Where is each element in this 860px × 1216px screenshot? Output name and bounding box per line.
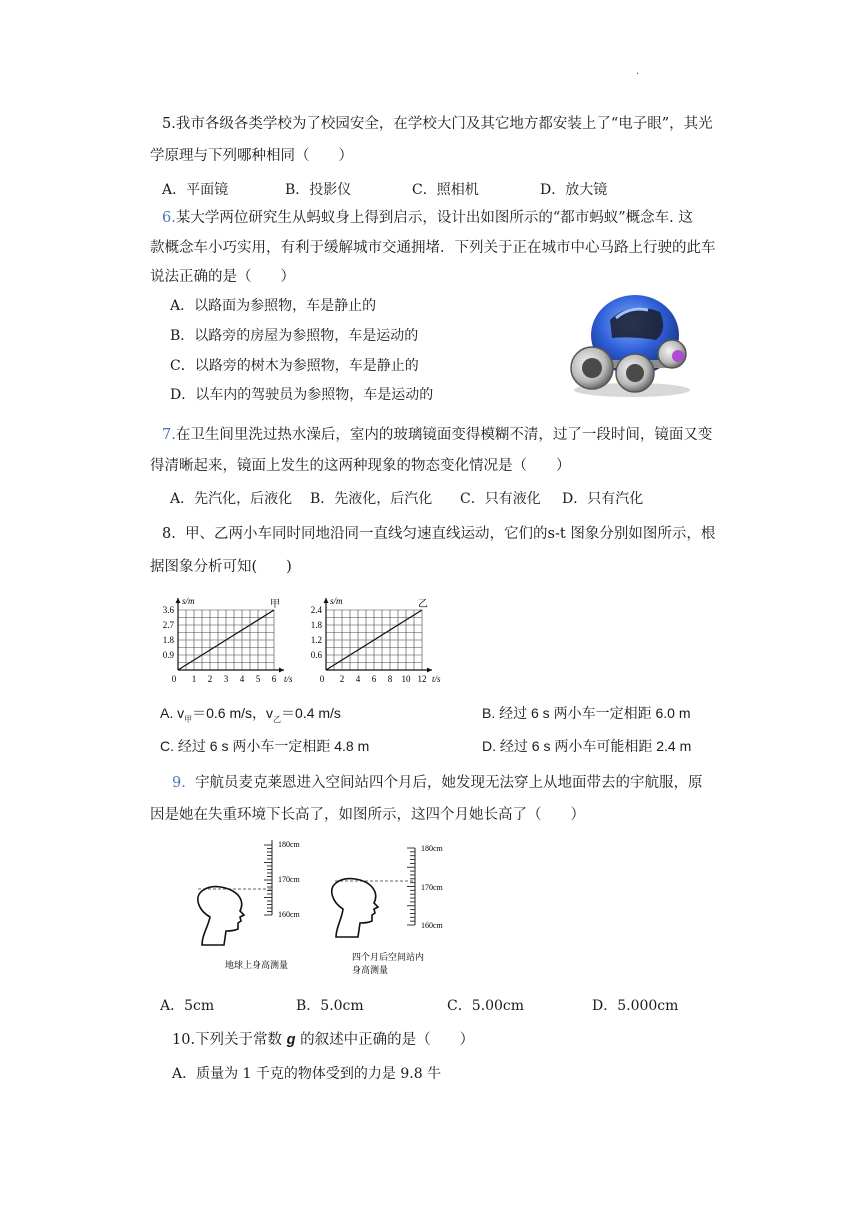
- chart-yi-y-label: s/m: [330, 596, 343, 606]
- question-7-option-b: B．先液化，后汽化: [310, 491, 433, 507]
- right-ruler: [407, 848, 415, 925]
- chart-jia-y-tick-label: 1.8: [162, 635, 174, 645]
- right-ruler-160: 160cm: [421, 921, 443, 930]
- question-7-text2: 得清晰起来，镜面上发生的这两种现象的物态变化情况是（ ）: [150, 458, 571, 474]
- left-ruler-180: 180cm: [278, 840, 300, 849]
- question-6-option-a: A．以路面为参照物，车是静止的: [170, 298, 377, 314]
- question-5-line1: [162, 112, 713, 133]
- chart-jia-y-arrow: [176, 598, 181, 603]
- question-6-text2: 款概念车小巧实用，有利于缓解城市交通拥堵．下列关于正在城市中心马路上行驶的此车: [150, 240, 716, 256]
- question-9-text1: 宇航员麦克莱恩进入空间站四个月后，她发现无法穿上从地面带去的宇航服，原: [195, 775, 703, 791]
- chart-yi-x-tick-label: 0: [319, 674, 325, 684]
- question-9-option-a: A．5cm: [160, 998, 215, 1014]
- right-ruler-170: 170cm: [421, 883, 443, 892]
- option-a-prefix: A. v: [160, 705, 185, 721]
- option-a-sub-jia: 甲: [184, 714, 193, 724]
- left-ruler: [264, 840, 272, 915]
- left-caption: 地球上身高测量: [225, 960, 289, 970]
- chart-jia-x-tick-label: 1: [191, 674, 197, 684]
- chart-jia: [150, 588, 300, 688]
- question-8-line1: [162, 522, 715, 543]
- question-5-option-d: D．放大镜: [540, 182, 608, 198]
- chart-yi-x-arrow: [427, 668, 432, 673]
- question-5-option-c: C．照相机: [412, 182, 479, 198]
- left-head-silhouette: [198, 887, 244, 945]
- chart-jia-x-tick-label: 4: [239, 674, 245, 684]
- chart-jia-x-label: t/s: [284, 674, 293, 684]
- question-9-option-b: B．5.0cm: [296, 998, 364, 1014]
- question-10-symbol: g: [286, 1032, 296, 1048]
- question-7-text1: 在卫生间里洗过热水澡后，室内的玻璃镜面变得模糊不清，过了一段时间，镜面又变: [175, 427, 713, 443]
- car-hub-front-left: [582, 358, 602, 378]
- question-10-line1: [172, 1028, 474, 1049]
- chart-yi-y-tick-label: 1.8: [310, 620, 322, 630]
- chart-jia-series-label: 甲: [270, 599, 280, 610]
- question-5-text2: 学原理与下列哪种相同（ ）: [150, 148, 353, 164]
- chart-jia-x-tick-label: 3: [223, 674, 229, 684]
- chart-jia-x-tick-label: 2: [207, 674, 213, 684]
- car-light: [672, 350, 684, 362]
- chart-yi-x-tick-label: 6: [371, 674, 377, 684]
- right-ruler-180: 180cm: [421, 844, 443, 853]
- question-10-text-post: 的叙述中正确的是（ ）: [295, 1032, 475, 1048]
- question-8-option-d: D. 经过 6 s 两小车可能相距 2.4 m: [482, 738, 692, 754]
- chart-jia-x-tick-label: 5: [255, 674, 261, 684]
- option-a-mid: ＝0.6 m/s，v: [192, 705, 274, 721]
- question-6-number: 6.: [162, 210, 176, 226]
- chart-yi-x-tick-label: 8: [387, 674, 393, 684]
- chart-jia-y-tick-label: 2.7: [162, 620, 174, 630]
- question-7-line1: [162, 423, 712, 444]
- question-5-number: 5.: [162, 116, 176, 132]
- chart-yi-x-label: t/s: [432, 674, 441, 684]
- header-dot: .: [636, 66, 640, 77]
- question-6-option-b: B．以路旁的房屋为参照物，车是运动的: [170, 328, 419, 344]
- chart-jia-x-tick-label: 0: [171, 674, 177, 684]
- chart-yi-series-label: 乙: [418, 599, 428, 610]
- question-7-option-d: D．只有汽化: [562, 491, 644, 507]
- question-8-text2: 据图象分析可知( ): [150, 559, 292, 575]
- question-8-option-c: C. 经过 6 s 两小车一定相距 4.8 m: [160, 738, 370, 754]
- chart-yi-x-tick-label: 4: [355, 674, 361, 684]
- right-caption-line2: 身高测量: [352, 965, 389, 975]
- left-ruler-170: 170cm: [278, 875, 300, 884]
- question-8-option-b: B. 经过 6 s 两小车一定相距 6.0 m: [482, 705, 691, 721]
- question-9-option-c: C．5.00cm: [447, 998, 524, 1014]
- option-a-sub-yi: 乙: [273, 714, 282, 724]
- question-6-text3: 说法正确的是（ ）: [150, 269, 295, 285]
- question-10-number: 10.: [172, 1032, 196, 1048]
- chart-yi-x-tick-label: 10: [401, 674, 411, 684]
- chart-jia-x-tick-label: 6: [271, 674, 277, 684]
- question-8-option-a: [160, 703, 341, 725]
- question-6-option-c: C．以路旁的树木为参照物，车是静止的: [170, 358, 419, 374]
- chart-jia-y-label: s/m: [182, 596, 195, 606]
- chart-yi-y-tick-label: 0.6: [310, 650, 322, 660]
- right-caption-line1: 四个月后空间站内: [352, 952, 425, 962]
- question-5-text1: 我市各级各类学校为了校园安全，在学校大门及其它地方都安装上了“电子眼”，其光: [175, 116, 713, 132]
- chart-yi-y-tick-label: 1.2: [310, 635, 322, 645]
- question-10-text-pre: 下列关于常数: [195, 1032, 287, 1048]
- question-6-option-d: D．以车内的驾驶员为参照物，车是运动的: [170, 387, 434, 403]
- question-9-option-d: D．5.000cm: [592, 998, 679, 1014]
- question-10-option-a: A．质量为 1 千克的物体受到的力是 9.8 牛: [172, 1066, 442, 1082]
- left-ruler-160: 160cm: [278, 910, 300, 919]
- question-9-number: 9.: [172, 775, 186, 791]
- question-6-line1: [162, 206, 693, 227]
- question-5-option-b: B．投影仪: [285, 182, 352, 198]
- chart-yi: [298, 588, 448, 688]
- question-9-text2: 因是她在失重环境下长高了，如图所示，这四个月她长高了（ ）: [150, 807, 585, 823]
- question-8-number: 8.: [162, 526, 176, 542]
- right-head-silhouette: [332, 879, 378, 937]
- concept-car-image: [560, 290, 695, 400]
- question-5-option-a: A．平面镜: [162, 182, 229, 198]
- chart-jia-x-arrow: [279, 668, 284, 673]
- car-hub-front-right: [626, 364, 644, 382]
- chart-jia-y-tick-label: 0.9: [162, 650, 174, 660]
- question-7-option-c: C．只有液化: [460, 491, 541, 507]
- question-6-text1: 某大学两位研究生从蚂蚁身上得到启示，设计出如图所示的“都市蚂蚁”概念车. 这: [175, 210, 693, 226]
- chart-jia-y-tick-label: 3.6: [162, 605, 174, 615]
- question-7-option-a: A．先汽化，后液化: [170, 491, 293, 507]
- chart-yi-y-arrow: [324, 598, 329, 603]
- option-a-end: ＝0.4 m/s: [281, 705, 341, 721]
- question-7-number: 7.: [162, 427, 176, 443]
- chart-yi-y-tick-label: 2.4: [310, 605, 322, 615]
- chart-yi-x-tick-label: 12: [417, 674, 427, 684]
- height-measurement-figure: [180, 835, 460, 985]
- chart-yi-x-tick-label: 2: [339, 674, 345, 684]
- question-9-line1: [172, 771, 703, 792]
- question-8-text1: 甲、乙两小车同时同地沿同一直线匀速直线运动，它们的s-t 图象分别如图所示，根: [185, 526, 716, 542]
